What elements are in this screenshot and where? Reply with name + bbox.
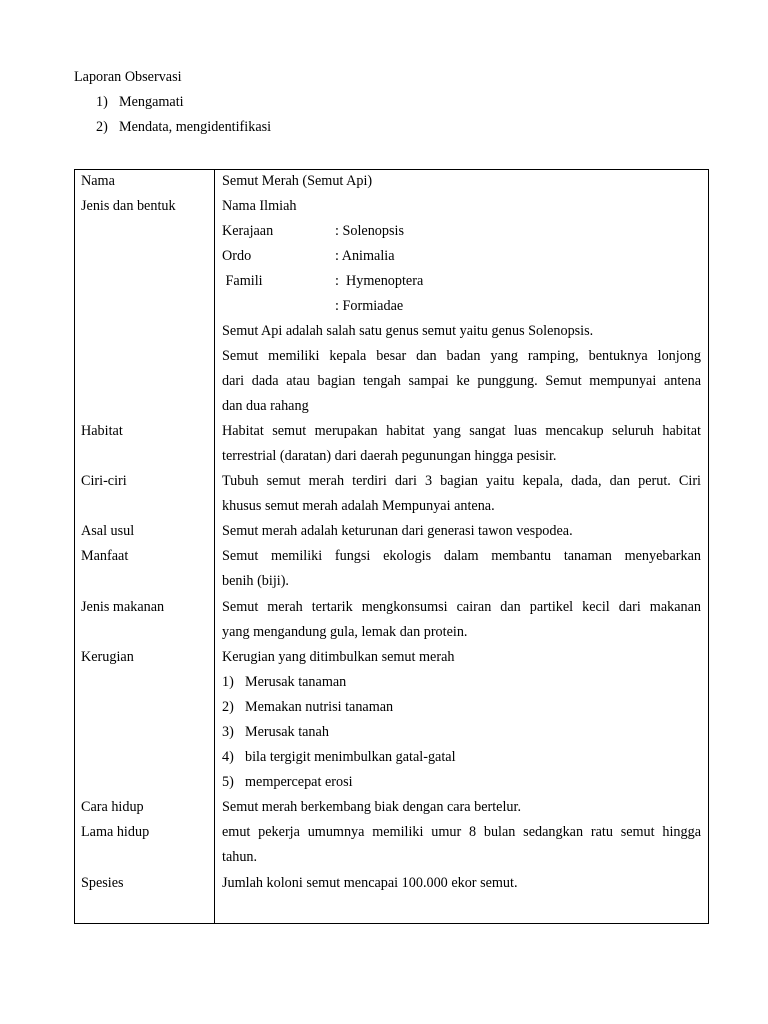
kerugian-item bbox=[222, 772, 701, 792]
item-text: Memakan nutrisi tanaman bbox=[245, 699, 394, 715]
step-item bbox=[96, 117, 271, 142]
taxonomy-value: : Animalia bbox=[335, 248, 395, 264]
description-line: dan dua rahang bbox=[222, 398, 309, 414]
label-kerugian: Kerugian bbox=[81, 649, 134, 665]
label-lama: Lama hidup bbox=[81, 824, 150, 840]
label-spesies: Spesies bbox=[81, 875, 124, 891]
manfaat-line: benih (biji). bbox=[222, 573, 289, 589]
item-number: 3) bbox=[222, 724, 234, 740]
taxonomy-row bbox=[222, 246, 701, 266]
kerugian-item bbox=[222, 672, 701, 692]
cara-line: Semut merah berkembang biak dengan cara bertelur. bbox=[222, 799, 521, 815]
kerugian-item bbox=[222, 747, 701, 767]
ciri-line: khusus semut merah adalah Mempunyai antena. bbox=[222, 498, 495, 514]
description-line: dari dada atau bagian tengah sampai ke punggung. Semut mempunyai antena bbox=[222, 373, 701, 389]
label-ciri: Ciri-ciri bbox=[81, 473, 127, 489]
label-manfaat: Manfaat bbox=[81, 548, 129, 564]
item-text: mempercepat erosi bbox=[245, 774, 353, 790]
taxonomy-row bbox=[222, 296, 701, 316]
step-item bbox=[96, 92, 271, 117]
habitat-line: Habitat semut merupakan habitat yang sangat luas mencakup seluruh habitat bbox=[222, 423, 701, 439]
observation-table bbox=[74, 169, 709, 924]
value-column bbox=[215, 170, 708, 923]
taxonomy-value: : Formiadae bbox=[335, 298, 404, 314]
kerugian-intro: Kerugian yang ditimbulkan semut merah bbox=[222, 649, 455, 665]
label-column bbox=[75, 170, 215, 923]
asal-line: Semut merah adalah keturunan dari generasi tawon vespodea. bbox=[222, 523, 573, 539]
item-number: 1) bbox=[222, 674, 234, 690]
item-number: 5) bbox=[222, 774, 234, 790]
lama-line: emut pekerja umumnya memiliki umur 8 bulan sedangkan ratu semut hingga bbox=[222, 824, 701, 840]
taxonomy-value: : Solenopsis bbox=[335, 223, 404, 239]
label-cara: Cara hidup bbox=[81, 799, 144, 815]
item-text: Merusak tanaman bbox=[245, 674, 347, 690]
step-text: Mengamati bbox=[119, 94, 184, 110]
habitat-line: terrestrial (daratan) dari daerah pegunungan hingga pesisir. bbox=[222, 448, 557, 464]
manfaat-line: Semut memiliki fungsi ekologis dalam membantu tanaman menyebarkan bbox=[222, 548, 701, 564]
taxonomy-row bbox=[222, 221, 701, 241]
step-text: Mendata, mengidentifikasi bbox=[119, 119, 272, 135]
document-title: Laporan Observasi bbox=[74, 69, 182, 85]
makanan-line: yang mengandung gula, lemak dan protein. bbox=[222, 624, 468, 640]
taxonomy-key: Famili bbox=[222, 273, 263, 289]
item-text: bila tergigit menimbulkan gatal-gatal bbox=[245, 749, 456, 765]
item-text: Merusak tanah bbox=[245, 724, 329, 740]
kerugian-item bbox=[222, 722, 701, 742]
label-habitat: Habitat bbox=[81, 423, 123, 439]
spesies-line: Jumlah koloni semut mencapai 100.000 ekor semut. bbox=[222, 875, 518, 891]
step-number: 1) bbox=[96, 94, 108, 110]
intro-steps bbox=[96, 92, 271, 142]
label-asal: Asal usul bbox=[81, 523, 135, 539]
item-number: 4) bbox=[222, 749, 234, 765]
step-number: 2) bbox=[96, 119, 108, 135]
lama-line: tahun. bbox=[222, 849, 258, 865]
label-makanan: Jenis makanan bbox=[81, 599, 165, 615]
value-nama: Semut Merah (Semut Api) bbox=[222, 173, 373, 189]
description-line: Semut memiliki kepala besar dan badan yang ramping, bentuknya lonjong bbox=[222, 348, 701, 364]
ciri-line: Tubuh semut merah terdiri dari 3 bagian yaitu kepala, dada, dan perut. Ciri bbox=[222, 473, 701, 489]
label-nama: Nama bbox=[81, 173, 115, 189]
taxonomy-row bbox=[222, 271, 701, 291]
makanan-line: Semut merah tertarik mengkonsumsi cairan dan partikel kecil dari makanan bbox=[222, 599, 701, 615]
kerugian-item bbox=[222, 697, 701, 717]
taxonomy-value: : Hymenoptera bbox=[335, 273, 424, 289]
label-jenis: Jenis dan bentuk bbox=[81, 198, 176, 214]
taxonomy-key: Kerajaan bbox=[222, 223, 274, 239]
scientific-name-heading: Nama Ilmiah bbox=[222, 198, 297, 214]
item-number: 2) bbox=[222, 699, 234, 715]
taxonomy-key: Ordo bbox=[222, 248, 252, 264]
description-line: Semut Api adalah salah satu genus semut yaitu genus Solenopsis. bbox=[222, 323, 594, 339]
